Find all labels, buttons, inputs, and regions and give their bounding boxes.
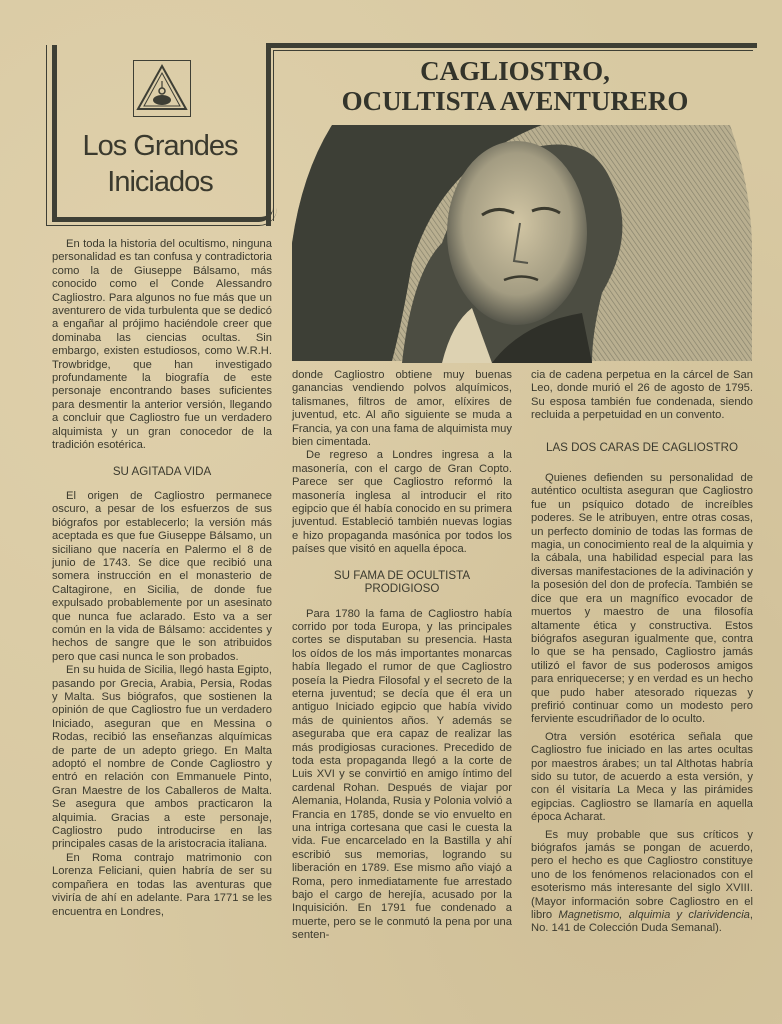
paragraph-text: Es muy probable que sus críticos y biógrafos jamás se pongan de acuerdo, pero el hecho es que Cagliostro constituye uno de los fenómenos relacionados con el esoterismo más interesante del siglo XVIII. (Mayor información sobre Cagliostro en el libro [531,828,753,922]
paragraph: Quienes defienden su personalidad de auténtico ocultista aseguran que Cagliostro fue un psíquico dotado de increíbles poderes. Se le atribuyen, entre otras cosas, un perfecto dominio de todas las formas de magia, un conocimiento real de la alquimia y la cábala, una habilidad especial para las diversas manifestaciones de la adivinación y la posesión del don de profecía. También se dice que era un magnífico evocador de muertos y maestro de una filosofía altamente ética y constructiva. Estos biógrafos aseguran igualmente que, contra lo que se ha pensado, Cagliostro jamás utilizó el favor de sus poderosos amigos para enriquecerse; y en verdad es un hecho que pudo haber atesorado riquezas y prefirió continuar como un modesto pero ferviente escudriñador de lo oculto. [531,472,753,726]
cagliostro-portrait [292,123,752,363]
article-column-1 [52,238,272,919]
book-title: Magnetismo, alquimia y clarividencia [558,909,750,922]
section-heading: SU AGITADA VIDA [112,464,212,478]
article-title [290,56,740,116]
paragraph: En toda la historia del ocultismo, ninguna personalidad es tan confusa y contradictoria como la de Giuseppe Bálsamo, más conocido como el Conde Alessandro Cagliostro. Para algunos no fue más que un aventurero de vida turbulenta que se dedicó a engañar al prójimo haciéndole creer que dominaba las ciencias ocultas. Sin embargo, existen estudiosos, como W.R.H. Trowbridge, que han investigado profundamente la biografía de este personaje encontrando bases suficientes para desmentir la anterior versión, llegando a concluir que Cagliostro fue un verdadero alquimista y un gran conocedor de la tradición esotérica. [52,238,272,452]
section-heading: SU FAMA DE OCULTISTA PRODIGIOSO [333,568,471,596]
paragraph: donde Cagliostro obtiene muy buenas ganancias vendiendo polvos alquímicos, talismanes, filtros de amor, elíxires de juventud, etc. Al año siguiente se muda a Francia, ya con una fama de alquimista muy bien cimentada. [292,369,512,449]
paragraph: En Roma contrajo matrimonio con Lorenza Feliciani, quien habría de ser su compañera en todas las aventuras que viviría de ahí en adelante. Para 1771 se les encuentra en Londres, [52,851,272,918]
paragraph: En su huida de Sicilia, llegó hasta Egipto, pasando por Grecia, Arabia, Persia, Rodas y Malta. Sus biógrafos, que sostienen la opinión de que Cagliostro fue un verdadero Iniciado, aseguran que en Messina o Rodas, recibió las enseñanzas alquímicas de parte de un adepto griego. En Malta adoptó el nombre de Conde Cagliostro y entró en relación con Emmanuele Pinto, Gran Maestre de los Caballeros de Malta. Se asegura que ambos practicaron la alquimia. Gracias a este personaje, Cagliostro pudo introducirse en las principales casas de la aristocracia italiana. [52,664,272,851]
article-title-line2: OCULTISTA AVENTURERO [341,86,689,116]
paragraph: Otra versión esotérica señala que Cagliostro fue iniciado en las artes ocultas por maestros árabes; un tal Althotas habría sido su tutor, de acuerdo a esta versión, y con él visitaría La Meca y las pirámides egipcias. Cagliostro se llamaría en aquella época Acharat. [531,730,753,824]
series-title [60,128,260,200]
series-title-line1: Los Grandes [82,130,238,162]
triangle-emblem-icon [133,60,191,117]
article-column-3 [531,369,753,936]
paragraph: El origen de Cagliostro permanece oscuro, a pesar de los esfuerzos de sus biógrafos por establecerlo; la versión más aceptada es que fue Giuseppe Bálsamo, un siciliano que nacería en Palermo el 8 de junio de 1743. Se dice que recibió una somera instrucción en el monasterio de Caltagirone, en Sicilia, de donde fue expulsado probablemente por un asesinato que nunca fue aclarado. Esto va a ser común en la vida de Bálsamo: accidentes y hechos de sangre que le son atribuidos pero que casi nunca le son probados. [52,489,272,663]
paragraph: cia de cadena perpetua en la cárcel de San Leo, donde murió el 26 de agosto de 1795. Su esposa también fue condenada, siendo recluida a perpetuidad en un convento. [531,369,753,422]
series-title-line2: Iniciados [107,166,213,198]
paragraph: De regreso a Londres ingresa a la masonería, con el cargo de Gran Copto. Parece ser que Cagliostro reformó la masonería inglesa al introducir el rito egipcio que él había conocido en su primera juventud. Estableció también nuevas logias e hizo propaganda masónica por todos los países que visitó en aquella época. [292,449,512,556]
paragraph-text: , No. 141 de Colección Duda Semanal). [531,909,754,935]
article-column-2 [292,369,512,943]
paragraph [531,829,753,936]
section-heading: LAS DOS CARAS DE CAGLIOSTRO [546,440,738,454]
article-title-line1: CAGLIOSTRO, [420,56,610,86]
paragraph: Para 1780 la fama de Cagliostro había corrido por toda Europa, y las principales cortes se disputaban su presencia. Hasta los oídos de los más importantes monarcas había llegado el rumor de que Cagliostro poseía la Piedra Filosofal y el secreto de la eterna juventud; se decía que él era un antiguo Iniciado egipcio que había vivido más de quinientos años. Y además se aseguraba que era capaz de realizar las más prodigiosas curaciones. Precedido de toda esta propaganda llegó a la corte de Luis XVI y se convirtió en amigo íntimo del cardenal Rohan. Después de viajar por Alemania, Holanda, Rusia y Polonia volvió a Francia en 1785, donde se vio envuelto en una intriga cortesana que casi le cuesta la vida. Fue encarcelado en la Bastilla y ahí escribió sus memorias, logrando su liberación en 1789. Ese mismo año viajó a Roma, pero inmediatamente fue arrestado bajo el cargo de herejía, acusado por la Inquisición. En 1791 fue condenado a muerte, pero se le conmutó la pena por una senten- [292,607,512,942]
